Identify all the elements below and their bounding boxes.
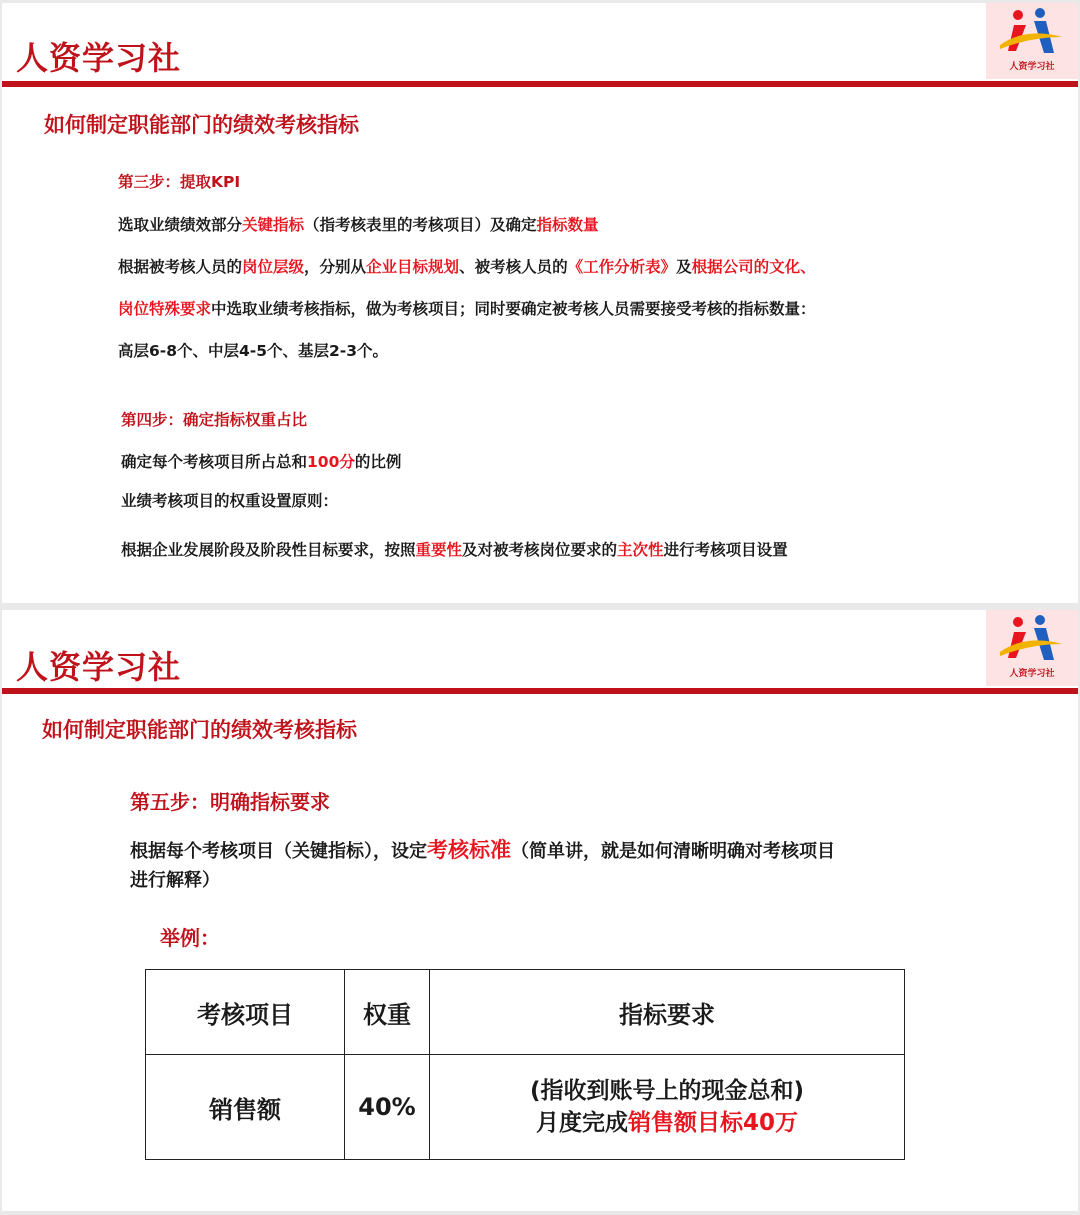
step3-line2 xyxy=(118,255,816,277)
example-label: 举例： xyxy=(160,926,220,950)
cell-requirement xyxy=(430,1055,905,1160)
highlight: 考核标准 xyxy=(427,838,511,862)
step3-line3 xyxy=(118,297,816,319)
requirement-line1: (指收到账号上的现金总和) xyxy=(529,1078,805,1104)
highlight: 根据公司的文化、 xyxy=(691,258,816,276)
cell-weight: 40% xyxy=(345,1055,430,1160)
step5-line2: 进行解释） xyxy=(130,870,220,891)
kpi-table xyxy=(145,969,905,1160)
step3-line1 xyxy=(118,213,599,235)
header-requirement: 指标要求 xyxy=(430,970,905,1055)
text: 根据被考核人员的 xyxy=(118,258,243,276)
table-header-row xyxy=(146,970,905,1055)
text: 根据企业发展阶段及阶段性目标要求，按照 xyxy=(121,541,416,559)
highlight: 企业目标规划 xyxy=(366,258,460,276)
step5-heading: 第五步：明确指标要求 xyxy=(130,790,330,814)
step4-line2: 业绩考核项目的权重设置原则： xyxy=(121,492,339,510)
text: 中选取业绩考核指标，做为考核项目；同时要确定被考核人员需要接受考核的指标数量： xyxy=(211,300,816,318)
text: 及 xyxy=(676,258,692,276)
slide-2 xyxy=(2,610,1078,1211)
step4-heading: 第四步：确定指标权重占比 xyxy=(121,411,308,429)
step4-line1 xyxy=(121,450,401,472)
slide-1 xyxy=(2,3,1078,603)
text: 确定每个考核项目所占总和 xyxy=(121,453,308,471)
step5-line1 xyxy=(130,834,835,864)
cell-item: 销售额 xyxy=(146,1055,345,1160)
header-rule xyxy=(2,688,1078,694)
highlight: 关键指标 xyxy=(242,216,305,234)
text: 、被考核人员的 xyxy=(459,258,568,276)
step4-line3 xyxy=(121,538,788,560)
logo xyxy=(986,610,1078,686)
text: 选取业绩绩效部分 xyxy=(118,216,243,234)
highlight: 销售额目标40万 xyxy=(627,1110,798,1136)
text: ，分别从 xyxy=(304,258,367,276)
highlight: 主次性 xyxy=(617,541,664,559)
logo-figure-icon xyxy=(996,7,1068,59)
header-rule xyxy=(2,81,1078,87)
requirement-line2 xyxy=(431,1107,903,1139)
logo xyxy=(986,3,1078,79)
highlight: 100分 xyxy=(307,453,355,471)
header-weight: 权重 xyxy=(345,970,430,1055)
highlight: 岗位层级 xyxy=(242,258,305,276)
brand-title: 人资学习社 xyxy=(16,39,182,77)
text: 根据每个考核项目（关键指标），设定 xyxy=(130,841,427,862)
text: 进行考核项目设置 xyxy=(663,541,788,559)
step3-line4: 高层6-8个、中层4-5个、基层2-3个。 xyxy=(118,342,389,360)
text: （简单讲，就是如何清晰明确对考核项目 xyxy=(511,841,835,862)
highlight: 指标数量 xyxy=(536,216,599,234)
logo-figure-icon xyxy=(996,614,1068,666)
header-item: 考核项目 xyxy=(146,970,345,1055)
text: （指考核表里的考核项目）及确定 xyxy=(304,216,537,234)
slide-title: 如何制定职能部门的绩效考核指标 xyxy=(42,718,357,742)
logo-caption: 人资学习社 xyxy=(1009,669,1055,679)
text: 月度完成 xyxy=(535,1110,628,1136)
step3-heading: 第三步：提取KPI xyxy=(118,173,241,191)
table-row xyxy=(146,1055,905,1160)
highlight: 重要性 xyxy=(415,541,463,559)
text: 的比例 xyxy=(354,453,402,471)
highlight: 岗位特殊要求 xyxy=(118,300,212,318)
slide-title: 如何制定职能部门的绩效考核指标 xyxy=(44,113,359,137)
brand-title: 人资学习社 xyxy=(16,648,182,686)
highlight: 《工作分析表》 xyxy=(567,258,677,276)
text: 及对被考核岗位要求的 xyxy=(462,541,618,559)
logo-caption: 人资学习社 xyxy=(1009,62,1055,72)
